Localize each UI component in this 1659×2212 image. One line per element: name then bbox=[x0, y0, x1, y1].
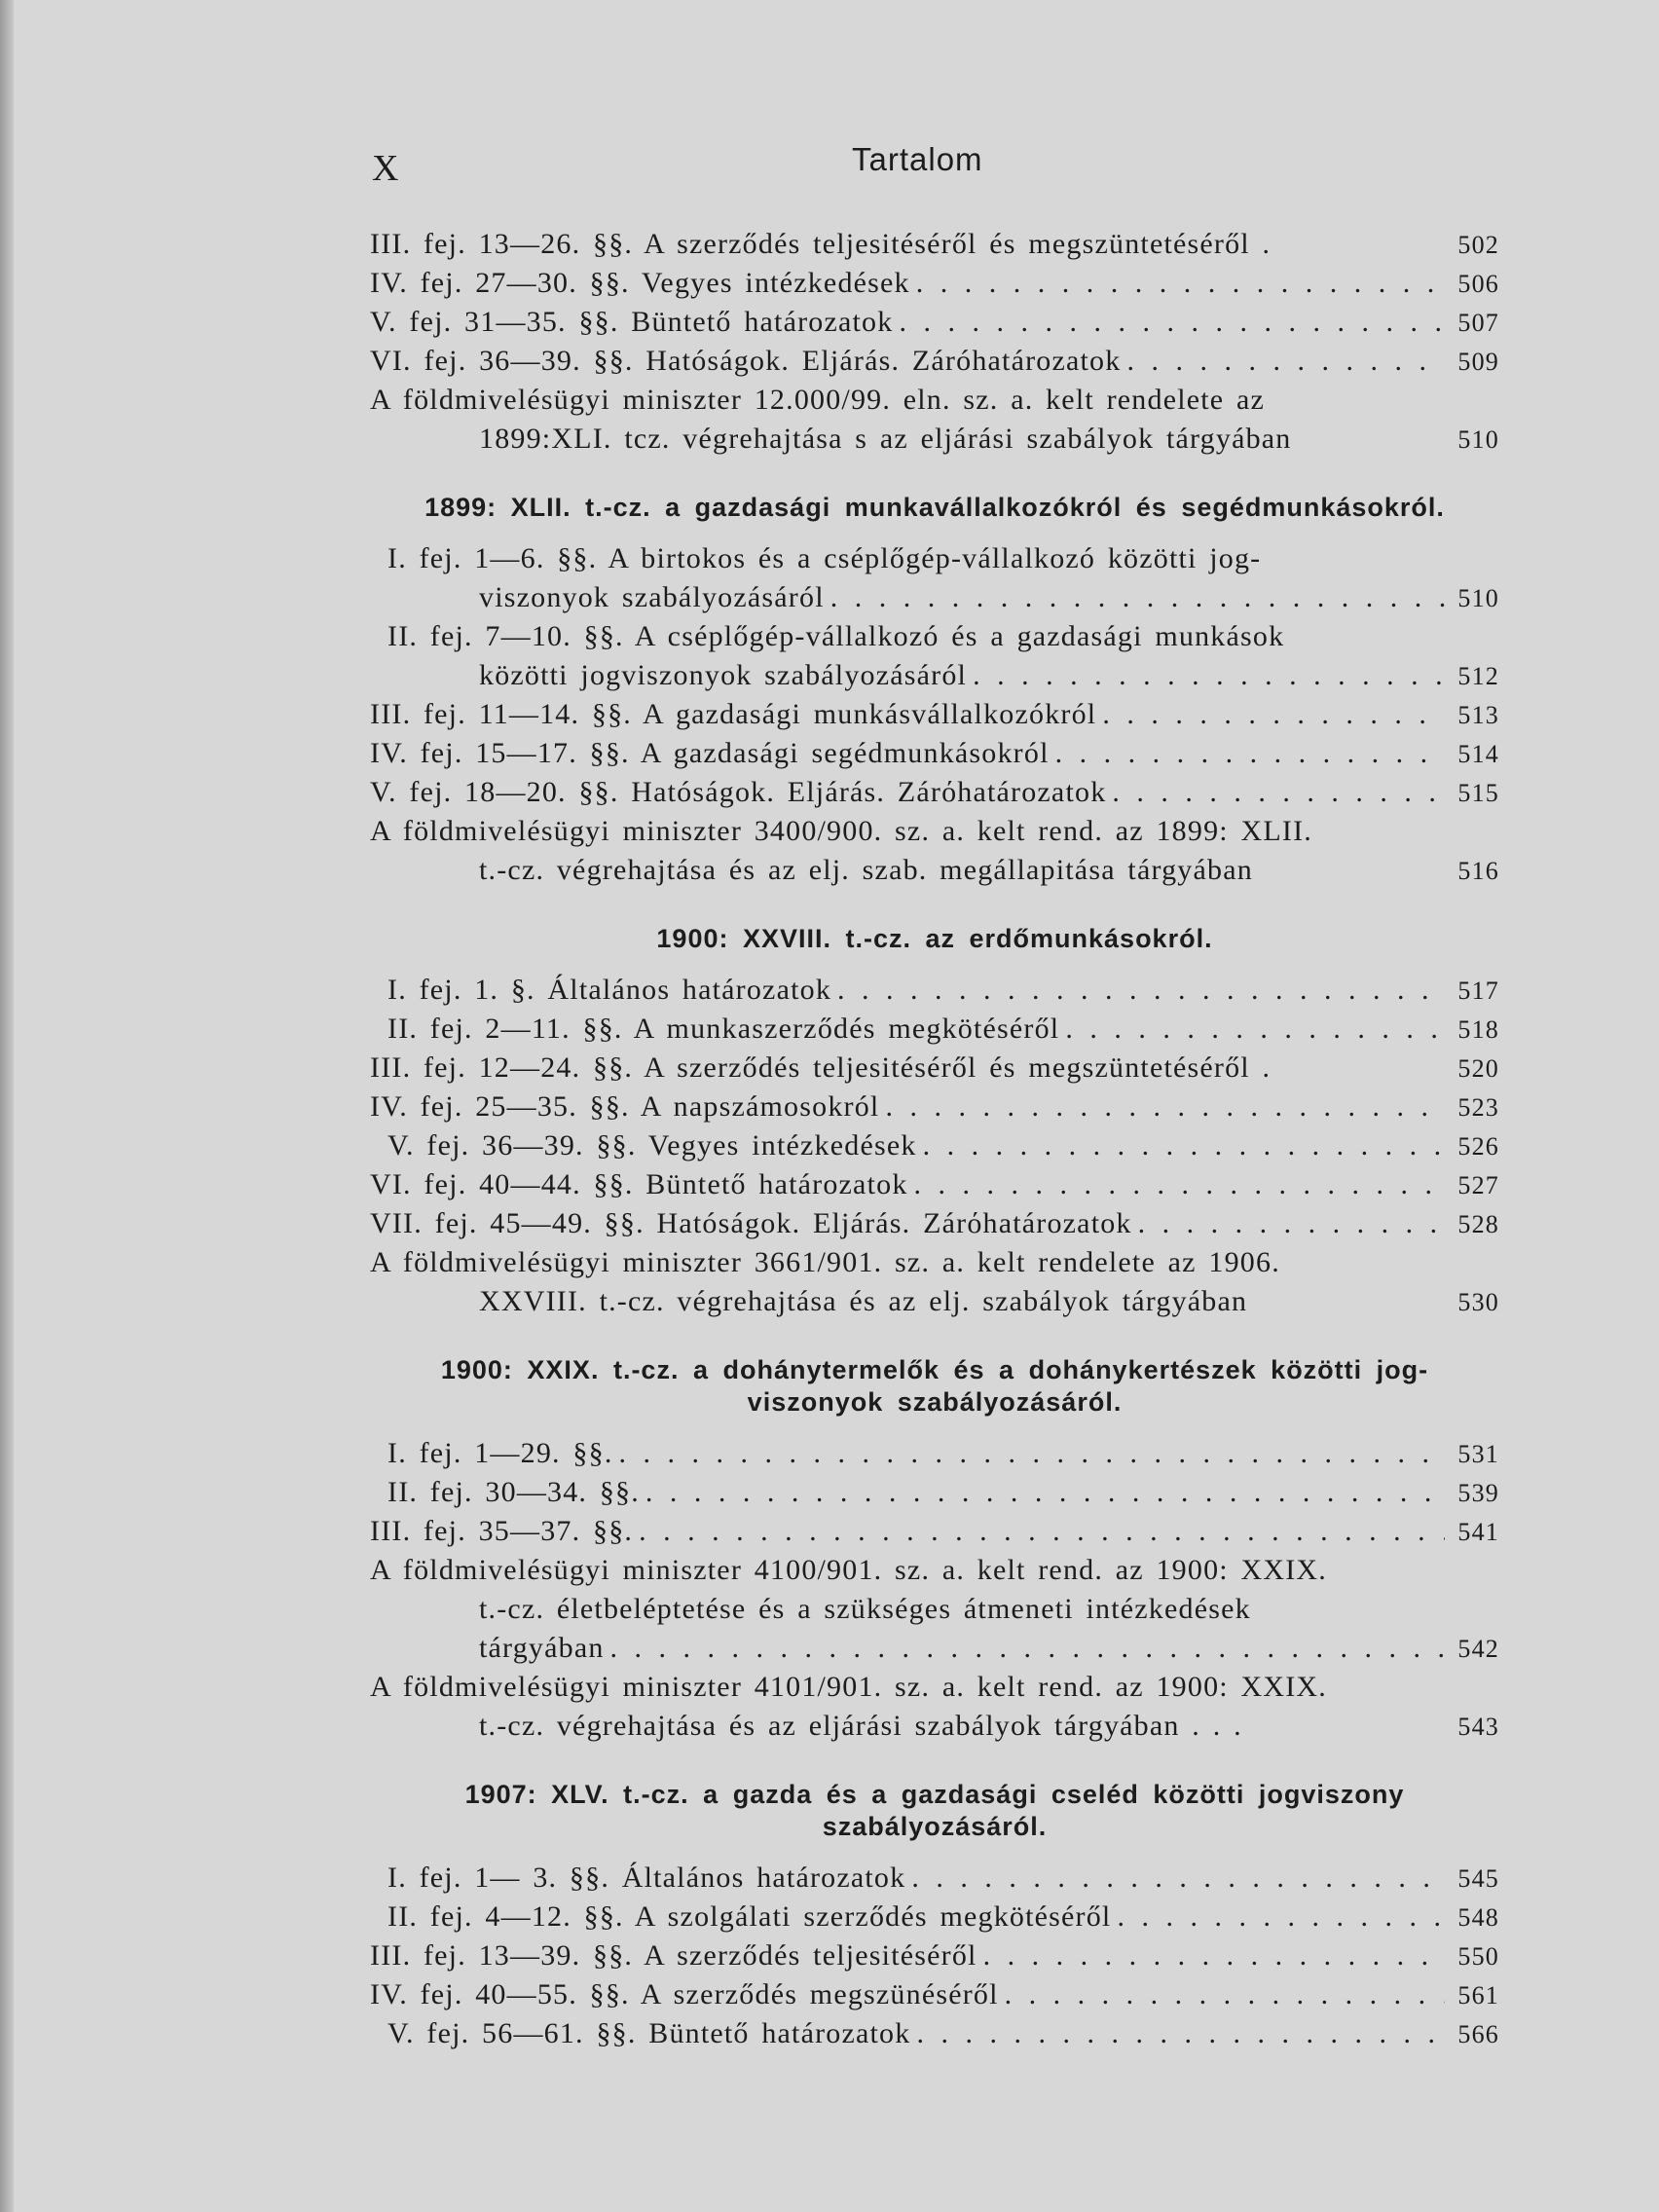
entry-title: V. fej. 18—20. §§. Hatóságok. Eljárás. Zárόhatározatok bbox=[370, 776, 1107, 808]
toc-entry bbox=[370, 1707, 1499, 1746]
dot-leader bbox=[899, 303, 1445, 342]
toc-entry bbox=[370, 1282, 1499, 1321]
entry-page-number: 531 bbox=[1457, 1440, 1499, 1468]
toc-entry bbox=[370, 1010, 1499, 1049]
toc-entry bbox=[370, 2014, 1499, 2053]
entry-page-number: 566 bbox=[1457, 2020, 1499, 2048]
entry-title: I. fej. 1—29. §§. bbox=[387, 1437, 613, 1469]
toc-entry bbox=[370, 539, 1499, 578]
entry-title: IV. fej. 27—30. §§. Vegyes intézkedések bbox=[370, 267, 910, 299]
toc-entry bbox=[370, 1975, 1499, 2014]
toc-entry bbox=[370, 1629, 1499, 1668]
entry-page-number: 507 bbox=[1457, 309, 1499, 337]
dot-leader bbox=[619, 1434, 1445, 1473]
entry-title: VI. fej. 36—39. §§. Hatóságok. Eljárás. Záróhatározatok bbox=[370, 345, 1122, 377]
entry-page-number: 543 bbox=[1457, 1713, 1499, 1741]
entry-page-number: 520 bbox=[1457, 1054, 1499, 1083]
toc-section bbox=[370, 492, 1499, 890]
toc-entry bbox=[370, 656, 1499, 695]
toc-entry bbox=[370, 1473, 1499, 1512]
toc-entry bbox=[370, 695, 1499, 734]
dot-leader bbox=[1126, 342, 1445, 381]
entry-page-number: 545 bbox=[1457, 1864, 1499, 1893]
entry-page-number: 541 bbox=[1457, 1518, 1499, 1546]
entry-title: IV. fej. 25—35. §§. A napszámosokról bbox=[370, 1090, 880, 1123]
entry-page-number: 542 bbox=[1457, 1635, 1499, 1663]
entry-page-number: 514 bbox=[1457, 740, 1499, 768]
toc-entry bbox=[370, 1204, 1499, 1243]
entry-page-number: 513 bbox=[1457, 701, 1499, 729]
entry-title: II. fej. 2—11. §§. A munkaszerződés megkötéséről bbox=[387, 1013, 1060, 1045]
entry-title: A földmivelésügyi miniszter 4101/901. sz. a. kelt rend. az 1900: XXIX. bbox=[370, 1671, 1327, 1703]
toc-entry bbox=[370, 303, 1499, 342]
section-heading: viszonyok szabályozásáról. bbox=[747, 1387, 1123, 1417]
entry-title: viszonyok szabályozásáról bbox=[479, 581, 825, 613]
toc-entry bbox=[370, 1590, 1499, 1629]
entry-title: I. fej. 1— 3. §§. Általános határozatok bbox=[387, 1862, 906, 1894]
dot-leader bbox=[837, 971, 1445, 1010]
section-heading: 1900: XXVIII. t.-cz. az erdőmunkásokról. bbox=[656, 924, 1213, 953]
dot-leader bbox=[923, 1126, 1445, 1165]
toc-entry bbox=[370, 734, 1499, 773]
table-of-contents bbox=[370, 225, 1499, 2053]
toc-entry bbox=[370, 971, 1499, 1010]
entry-title: XXVIII. t.-cz. végrehajtása és az elj. szabályok tárgyában bbox=[479, 1285, 1248, 1317]
entry-title: IV. fej. 40—55. §§. A szerződés megszünéséről bbox=[370, 1978, 999, 2010]
entry-title: VI. fej. 40—44. §§. Büntető határozatok bbox=[370, 1168, 908, 1200]
section-heading: szabályozásáról. bbox=[822, 1812, 1048, 1841]
toc-entry bbox=[370, 342, 1499, 381]
dot-leader bbox=[1065, 1010, 1445, 1049]
entry-page-number: 518 bbox=[1457, 1015, 1499, 1044]
entry-title: t.-cz. végrehajtása és az eljárási szabályok tárgyában . . . bbox=[479, 1710, 1242, 1742]
dot-leader bbox=[1117, 1898, 1445, 1936]
toc-entry bbox=[370, 1434, 1499, 1473]
entry-title: I. fej. 1—6. §§. A birtokos és a cséplőgép-vállalkozó közötti jog- bbox=[387, 542, 1262, 574]
toc-entry bbox=[370, 381, 1499, 420]
toc-section bbox=[370, 1779, 1499, 2053]
entry-title: 1899:XLI. tcz. végrehajtása s az eljárási szabályok tárgyában bbox=[479, 423, 1292, 455]
entry-page-number: 509 bbox=[1457, 348, 1499, 376]
toc-entry bbox=[370, 1088, 1499, 1126]
entry-title: A földmivelésügyi miniszter 12.000/99. eln. sz. a. kelt rendelete az bbox=[370, 384, 1266, 416]
section-heading: 1907: XLV. t.-cz. a gazda és a gazdasági cseléd közötti jogviszony bbox=[464, 1780, 1405, 1809]
dot-leader bbox=[1055, 734, 1445, 773]
dot-leader bbox=[885, 1088, 1445, 1126]
toc-entry bbox=[370, 812, 1499, 851]
entry-title: II. fej. 7—10. §§. A cséplőgép-vállalkozó és a gazdasági munkások bbox=[387, 620, 1285, 652]
toc-entry bbox=[370, 225, 1499, 264]
toc-entry bbox=[370, 1898, 1499, 1936]
dot-leader bbox=[1112, 773, 1445, 812]
toc-entry bbox=[370, 1936, 1499, 1975]
toc-section bbox=[370, 1354, 1499, 1746]
entry-page-number: 510 bbox=[1457, 584, 1499, 612]
entry-title: IV. fej. 15—17. §§. A gazdasági segédmunkásokról bbox=[370, 737, 1050, 769]
entry-title: III. fej. 35—37. §§. bbox=[370, 1515, 634, 1547]
entry-page-number: 550 bbox=[1457, 1942, 1499, 1971]
toc-entry bbox=[370, 773, 1499, 812]
entry-page-number: 517 bbox=[1457, 977, 1499, 1005]
entry-title: t.-cz. életbeléptetése és a szükséges átmeneti intézkedések bbox=[479, 1593, 1251, 1625]
toc-entry bbox=[370, 1243, 1499, 1282]
entry-title: III. fej. 13—39. §§. A szerződés teljesitéséről bbox=[370, 1939, 977, 1972]
dot-leader bbox=[916, 264, 1445, 303]
dot-leader bbox=[914, 1165, 1445, 1204]
entry-page-number: 510 bbox=[1457, 425, 1499, 454]
entry-title: V. fej. 56—61. §§. Büntető határozatok bbox=[387, 2017, 911, 2049]
page-edge bbox=[0, 0, 14, 2212]
toc-entry bbox=[370, 1126, 1499, 1165]
toc-entry bbox=[370, 851, 1499, 890]
toc-entry bbox=[370, 1512, 1499, 1551]
page-title: Tartalom bbox=[852, 141, 983, 177]
toc-entry bbox=[370, 420, 1499, 459]
section-heading: 1900: XXIX. t.-cz. a dohánytermelők és a dohánykertészek közötti jog- bbox=[440, 1355, 1429, 1384]
entry-page-number: 527 bbox=[1457, 1171, 1499, 1199]
page bbox=[370, 141, 1499, 2053]
entry-title: A földmivelésügyi miniszter 4100/901. sz. a. kelt rend. az 1900: XXIX. bbox=[370, 1554, 1327, 1586]
entry-page-number: 548 bbox=[1457, 1903, 1499, 1932]
toc-section bbox=[370, 923, 1499, 1321]
dot-leader bbox=[610, 1629, 1445, 1668]
entry-title: VII. fej. 45—49. §§. Hatóságok. Eljárás. Zárόhatározatok bbox=[370, 1207, 1132, 1239]
entry-title: V. fej. 31—35. §§. Büntető határozatok bbox=[370, 306, 894, 338]
dot-leader bbox=[911, 1859, 1445, 1898]
toc-entry bbox=[370, 617, 1499, 656]
entry-title: III. fej. 13—26. §§. A szerződés teljesitéséről és megszüntetéséről . bbox=[370, 228, 1272, 260]
section-heading: 1899: XLII. t.-cz. a gazdasági munkavállalkozókról és segédmunkásokról. bbox=[424, 493, 1445, 522]
entry-title: II. fej. 30—34. §§. bbox=[387, 1476, 640, 1508]
entry-page-number: 526 bbox=[1457, 1132, 1499, 1161]
toc-entry bbox=[370, 1049, 1499, 1088]
entry-title: II. fej. 4—12. §§. A szolgálati szerződés megkötéséről bbox=[387, 1900, 1112, 1933]
entry-title: közötti jogviszonyok szabályozásáról bbox=[479, 659, 968, 691]
dot-leader bbox=[1102, 695, 1445, 734]
toc-entry bbox=[370, 264, 1499, 303]
entry-title: A földmivelésügyi miniszter 3400/900. sz. a. kelt rend. az 1899: XLII. bbox=[370, 815, 1312, 847]
toc-entry bbox=[370, 578, 1499, 617]
entry-page-number: 506 bbox=[1457, 270, 1499, 298]
entry-page-number: 512 bbox=[1457, 662, 1499, 690]
toc-entry bbox=[370, 1551, 1499, 1590]
entry-page-number: 502 bbox=[1457, 231, 1499, 259]
entry-title: III. fej. 11—14. §§. A gazdasági munkásvállalkozókról bbox=[370, 698, 1097, 730]
dot-leader bbox=[645, 1473, 1445, 1512]
entry-title: V. fej. 36—39. §§. Vegyes intézkedések bbox=[387, 1129, 917, 1161]
entry-page-number: 561 bbox=[1457, 1981, 1499, 2009]
entry-title: t.-cz. végrehajtása és az elj. szab. megállapitása tárgyában bbox=[479, 854, 1253, 886]
toc-entry bbox=[370, 1859, 1499, 1898]
dot-leader bbox=[983, 1936, 1445, 1975]
entry-title: A földmivelésügyi miniszter 3661/901. sz. a. kelt rendelete az 1906. bbox=[370, 1246, 1280, 1278]
entry-page-number: 539 bbox=[1457, 1479, 1499, 1507]
dot-leader bbox=[830, 578, 1445, 617]
dot-leader bbox=[1138, 1204, 1445, 1243]
entry-page-number: 523 bbox=[1457, 1093, 1499, 1122]
toc-entry bbox=[370, 1165, 1499, 1204]
page-number: X bbox=[372, 148, 400, 189]
toc-entry bbox=[370, 1668, 1499, 1707]
entry-title: tárgyában bbox=[479, 1632, 605, 1664]
entry-page-number: 528 bbox=[1457, 1210, 1499, 1238]
entry-title: I. fej. 1. §. Általános határozatok bbox=[387, 974, 832, 1006]
dot-leader bbox=[1005, 1975, 1445, 2014]
entry-title: III. fej. 12—24. §§. A szerződés teljesitéséről és megszüntetéséről . bbox=[370, 1051, 1272, 1084]
dot-leader bbox=[973, 656, 1445, 695]
dot-leader bbox=[639, 1512, 1445, 1551]
running-head bbox=[370, 141, 1499, 200]
entry-page-number: 530 bbox=[1457, 1288, 1499, 1316]
entry-page-number: 515 bbox=[1457, 779, 1499, 807]
toc-section bbox=[370, 225, 1499, 459]
entry-page-number: 516 bbox=[1457, 857, 1499, 885]
dot-leader bbox=[916, 2014, 1445, 2053]
